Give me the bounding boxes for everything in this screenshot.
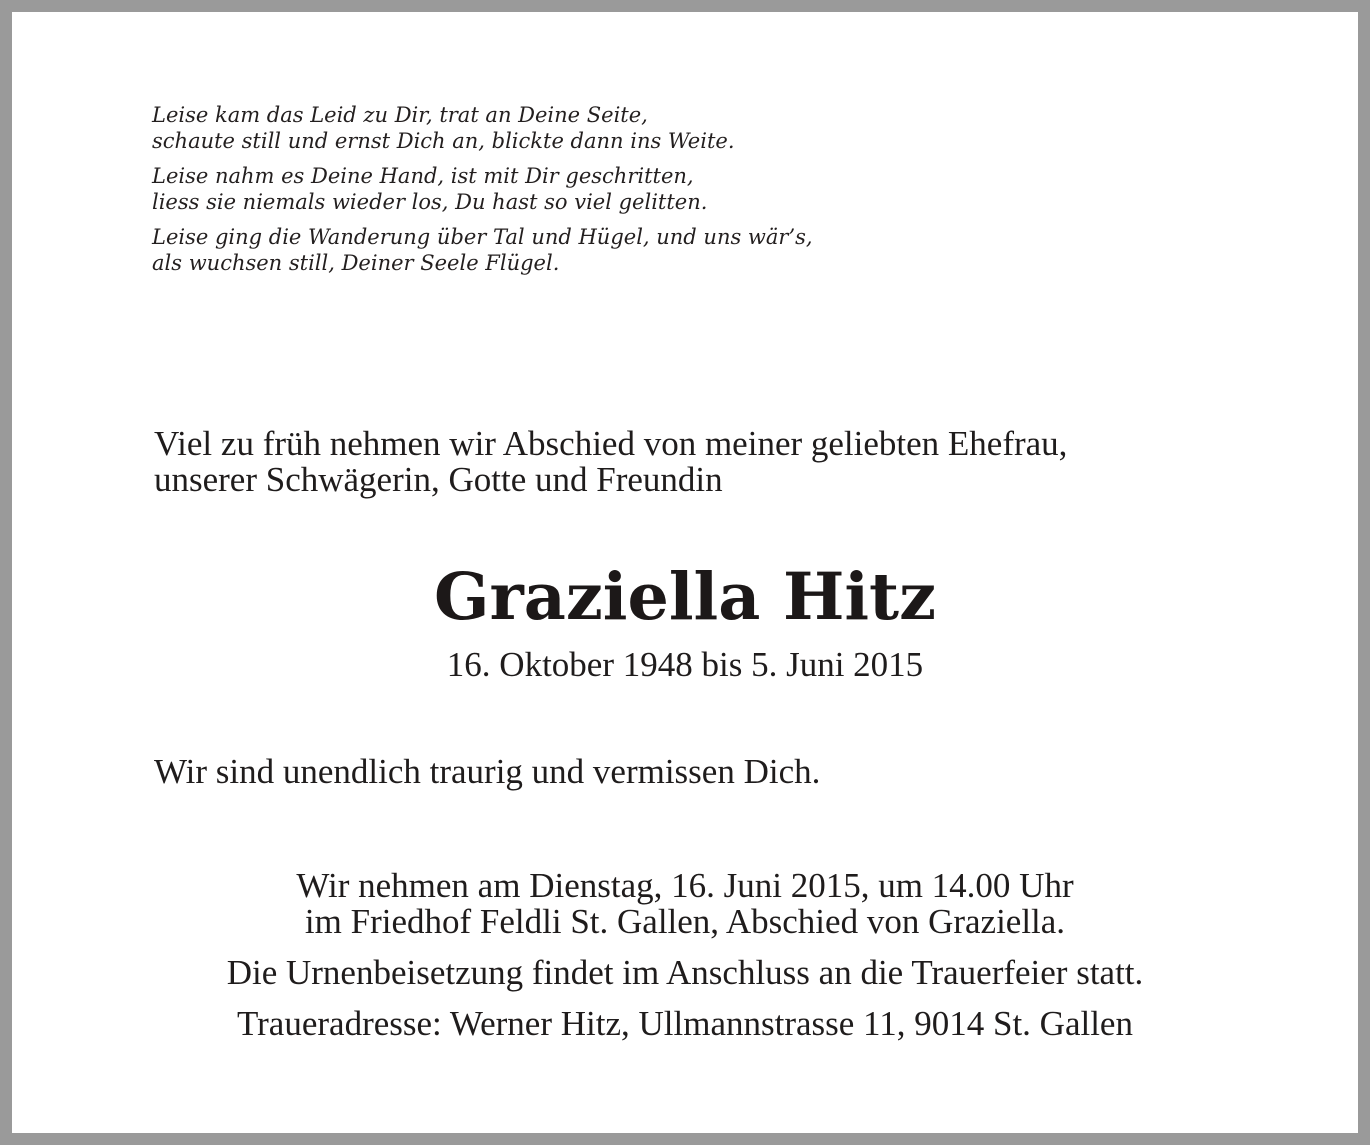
poem-line: liess sie niemals wieder los, Du hast so viel gelitten. (152, 190, 708, 214)
urn-notice: Die Urnenbeisetzung findet im Anschluss an die Trauerfeier statt. (226, 953, 1144, 992)
life-dates: 16. Oktober 1948 bis 5. Juni 2015 (446, 645, 924, 684)
intro-line-1: Viel zu früh nehmen wir Abschied von meiner geliebten Ehefrau, (154, 424, 1068, 463)
poem-line: Leise nahm es Deine Hand, ist mit Dir geschritten, (152, 164, 694, 188)
poem-stanza-1 (152, 102, 813, 154)
poem-line: als wuchsen still, Deiner Seele Flügel. (152, 251, 560, 275)
service-line-2: im Friedhof Feldli St. Gallen, Abschied von Graziella. (304, 902, 1066, 941)
poem-line: Leise ging die Wanderung über Tal und Hügel, und uns wär’s, (152, 225, 813, 249)
intro-line-2: unserer Schwägerin, Gotte und Freundin (154, 460, 723, 499)
intro-text (154, 426, 1067, 498)
poem-stanza-2 (152, 163, 813, 215)
poem-line: schaute still und ernst Dich an, blickte dann ins Weite. (152, 129, 735, 153)
deceased-name: Graziella Hitz (433, 559, 936, 635)
mourning-address: Traueradresse: Werner Hitz, Ullmannstrasse 11, 9014 St. Gallen (237, 1004, 1133, 1043)
condolence-message: Wir sind unendlich traurig und vermissen Dich. (154, 752, 821, 791)
obituary-page (12, 12, 1358, 1133)
poem-stanza-3 (152, 224, 813, 276)
service-info (12, 868, 1358, 940)
poem-line: Leise kam das Leid zu Dir, trat an Deine Seite, (152, 103, 648, 127)
service-line-1: Wir nehmen am Dienstag, 16. Juni 2015, um 14.00 Uhr (296, 866, 1074, 905)
poem (152, 102, 813, 285)
